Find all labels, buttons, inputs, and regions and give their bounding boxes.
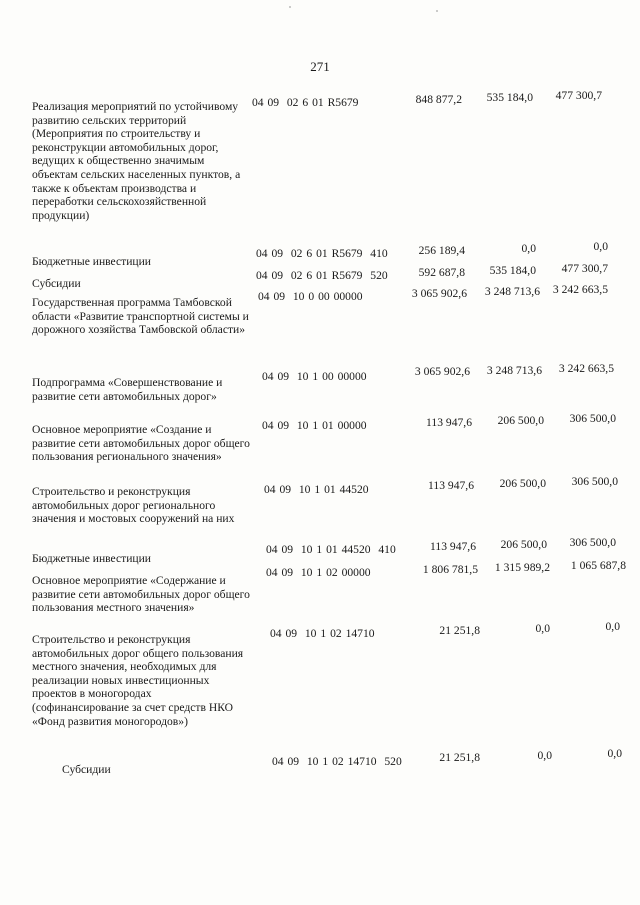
- row-value-1: 21 251,8: [439, 751, 480, 764]
- row-codes: 04 09 02 6 01 R5679: [252, 96, 359, 109]
- row-value-2: 206 500,0: [500, 538, 547, 551]
- row-name: Строительство и реконструкция автомобильных дорог общего пользования местного значения, необходимых для реализации новых инвестиционных проектов в моногородах (софинансирование за счет средств НКО «Фонд развития моногородов»): [32, 633, 244, 728]
- row-value-1: 1 806 781,5: [422, 563, 478, 576]
- row-value-3: 306 500,0: [569, 412, 616, 425]
- row-name: Основное мероприятие «Содержание и развитие сети автомобильных дорог общего пользования местного значения»: [32, 574, 250, 615]
- row-value-3: 3 242 663,5: [558, 362, 614, 375]
- row-name: Строительство и реконструкция автомобильных дорог регионального значения и мостовых сооружений на них: [32, 485, 235, 526]
- row-value-3: 0,0: [607, 747, 622, 760]
- row-value-3: 306 500,0: [571, 475, 618, 488]
- row-name: Государственная программа Тамбовской области «Развитие транспортной системы и дорожного хозяйства Тамбовской области»: [32, 296, 249, 337]
- scan-speck: [289, 6, 291, 8]
- page-number: 271: [310, 59, 330, 74]
- row-value-3: 306 500,0: [569, 536, 616, 549]
- row-value-1: 113 947,6: [430, 540, 476, 553]
- row-value-1: 113 947,6: [426, 416, 472, 429]
- row-codes: 04 09 10 1 02 14710: [270, 627, 375, 640]
- row-codes: 04 09 10 0 00 00000: [258, 290, 363, 303]
- row-value-2: 3 248 713,6: [486, 364, 542, 377]
- row-value-2: 0,0: [537, 749, 552, 762]
- row-value-3: 477 300,7: [555, 89, 602, 102]
- row-name: Основное мероприятие «Создание и развитие сети автомобильных дорог общего пользования регионального значения»: [32, 423, 250, 464]
- row-name: Подпрограмма «Совершенствование и развитие сети автомобильных дорог»: [32, 376, 223, 403]
- row-value-2: 535 184,0: [489, 264, 536, 277]
- row-value-2: 535 184,0: [486, 91, 533, 104]
- row-value-1: 21 251,8: [439, 624, 480, 637]
- row-value-1: 256 189,4: [418, 244, 465, 257]
- row-value-3: 477 300,7: [561, 262, 608, 275]
- row-value-2: 0,0: [521, 242, 536, 255]
- row-value-2: 1 315 989,2: [494, 561, 550, 574]
- row-name: Реализация мероприятий по устойчивому развитию сельских территорий (Мероприятия по строительству и реконструкции автомобильных дорог, ведущих к общественно значимым объектам сельских населенных пунктов, а также к объектам производства и переработки сельскохозяйственной продукции): [32, 100, 241, 222]
- row-value-1: 3 065 902,6: [414, 365, 470, 378]
- row-value-3: 1 065 687,8: [570, 559, 626, 572]
- row-value-1: 592 687,8: [418, 266, 465, 279]
- row-value-2: 206 500,0: [497, 414, 544, 427]
- row-name: Субсидии: [32, 277, 81, 290]
- row-codes: 04 09 10 1 00 00000: [262, 370, 367, 383]
- row-codes: 04 09 10 1 01 44520: [264, 483, 369, 496]
- row-name: Субсидии: [62, 763, 111, 776]
- row-codes: 04 09 02 6 01 R5679 410: [256, 247, 388, 260]
- row-name: Бюджетные инвестиции: [32, 552, 152, 565]
- row-codes: 04 09 10 1 01 00000: [262, 419, 367, 432]
- row-value-3: 3 242 663,5: [552, 283, 608, 296]
- row-value-2: 3 248 713,6: [484, 285, 540, 298]
- row-value-1: 848 877,2: [415, 93, 462, 106]
- row-codes: 04 09 10 1 02 00000: [266, 566, 371, 579]
- row-value-1: 113 947,6: [428, 479, 474, 492]
- row-value-2: 206 500,0: [499, 477, 546, 490]
- row-value-2: 0,0: [535, 622, 550, 635]
- row-codes: 04 09 10 1 02 14710 520: [272, 755, 402, 768]
- row-value-3: 0,0: [605, 620, 620, 633]
- row-codes: 04 09 10 1 01 44520 410: [266, 543, 396, 556]
- row-value-3: 0,0: [593, 240, 608, 253]
- row-name: Бюджетные инвестиции: [32, 255, 152, 268]
- row-codes: 04 09 02 6 01 R5679 520: [256, 269, 388, 282]
- scan-speck: [436, 10, 438, 12]
- row-value-1: 3 065 902,6: [411, 287, 467, 300]
